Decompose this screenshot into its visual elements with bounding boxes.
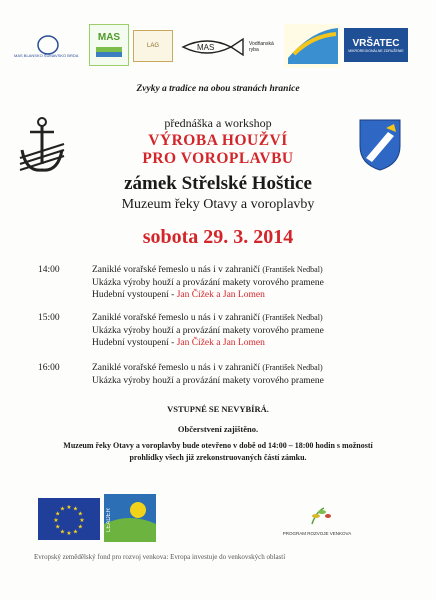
svg-text:MAS BLANSKO ŠUMAVSKO BRDA: MAS BLANSKO ŠUMAVSKO BRDA [14,53,79,58]
vrsatec-logo [344,28,408,62]
museum-note-line-2: prohlídky všech již zrekonstruovaných částí zámku. [129,453,307,462]
eu-star-icon: ★ [66,505,72,511]
refreshment-note: Občerstvení zajištěno. [177,424,259,434]
eu-star-icon: ★ [79,518,85,524]
museum: Muzeum řeky Otavy a voroplavby [121,197,315,212]
lag-logo-text: LAG [146,43,159,49]
regional-logo [14,30,82,60]
schedule-line: Ukázka výroby houží a provázání makety vorového pramene [92,277,324,288]
eu-star-icon: ★ [59,529,66,536]
fish-logo [176,34,282,60]
schedule-time: 16:00 [38,363,60,373]
speaker-name: (František Nedbal) [262,363,323,372]
schedule-line: Hudební vystoupení - Jan Čížek a Jan Lomen [92,290,265,300]
vrsatec-logo-sub: MIKROREGIONÁLNE ZDRUŽENIE [348,48,404,53]
fish-logo-label: Vodňanská ryba [249,41,274,53]
motto: Zvyky a tradice na obou stranách hranice [136,84,300,94]
leader-label: LEADER [106,508,112,533]
leader-logo [104,494,156,542]
eu-star-icon: ★ [72,529,79,536]
footer-text: Evropský zemědělský fond pro rozvoj venkova: Evropa investuje do venkovských oblastí [34,553,286,561]
eu-star-icon: ★ [59,506,66,513]
schedule-line: Zaniklé vorařské řemeslo u nás i v zahraničí (František Nedbal) [92,363,323,373]
schedule-line: Zaniklé vorařské řemeslo u nás i v zahraničí (František Nedbal) [92,313,323,323]
museum-note-line-1: Muzeum řeky Otavy a voroplavby bude otevřeno v době od 14:00 – 18:00 hodin s možností [63,441,373,450]
eu-star-icon: ★ [77,511,83,518]
eu-flag [38,498,100,540]
subtitle: přednáška a workshop [164,116,272,130]
eu-star-icon: ★ [66,531,72,537]
eu-star-icon: ★ [77,524,83,531]
schedule-line: Ukázka výroby houží a provázání makety vorového pramene [92,325,324,336]
schedule-line: Hudební vystoupení - Jan Čížek a Jan Lomen [92,338,265,348]
rural-program-label: PROGRAM ROZVOJE VENKOVA [282,531,352,536]
performers: Jan Čížek a Jan Lomen [176,290,265,300]
svg-text:MAS: MAS [197,43,215,52]
eu-star-icon: ★ [72,506,79,513]
mas-logo-text: MAS [97,31,121,43]
lag-logo [133,30,173,62]
rural-program-logo [272,504,362,534]
title-line-1: VÝROBA HOUŽVÍ [148,132,288,149]
entry-note: VSTUPNÉ SE NEVYBÍRÁ. [167,404,269,414]
title-line-2: PRO VOROPLAVBU [142,150,294,167]
mas-logo [89,24,129,66]
eu-star-icon: ★ [55,524,61,531]
event-date: sobota 29. 3. 2014 [142,226,294,248]
eu-star-icon: ★ [53,518,59,524]
schedule-time: 15:00 [38,313,60,323]
performers: Jan Čížek a Jan Lomen [176,338,265,348]
logo-row [0,20,436,74]
schedule-line: Zaniklé vorařské řemeslo u nás i v zahraničí (František Nedbal) [92,265,323,275]
speaker-name: (František Nedbal) [262,265,323,274]
schedule-time: 14:00 [38,265,60,275]
landscape-logo [284,24,340,68]
schedule-line: Ukázka výroby houží a provázání makety vorového pramene [92,375,324,386]
speaker-name: (František Nedbal) [262,313,323,322]
eu-star-icon: ★ [55,511,61,518]
venue: zámek Střelské Hoštice [124,173,312,194]
vrsatec-logo-text: VRŠATEC [352,37,400,49]
